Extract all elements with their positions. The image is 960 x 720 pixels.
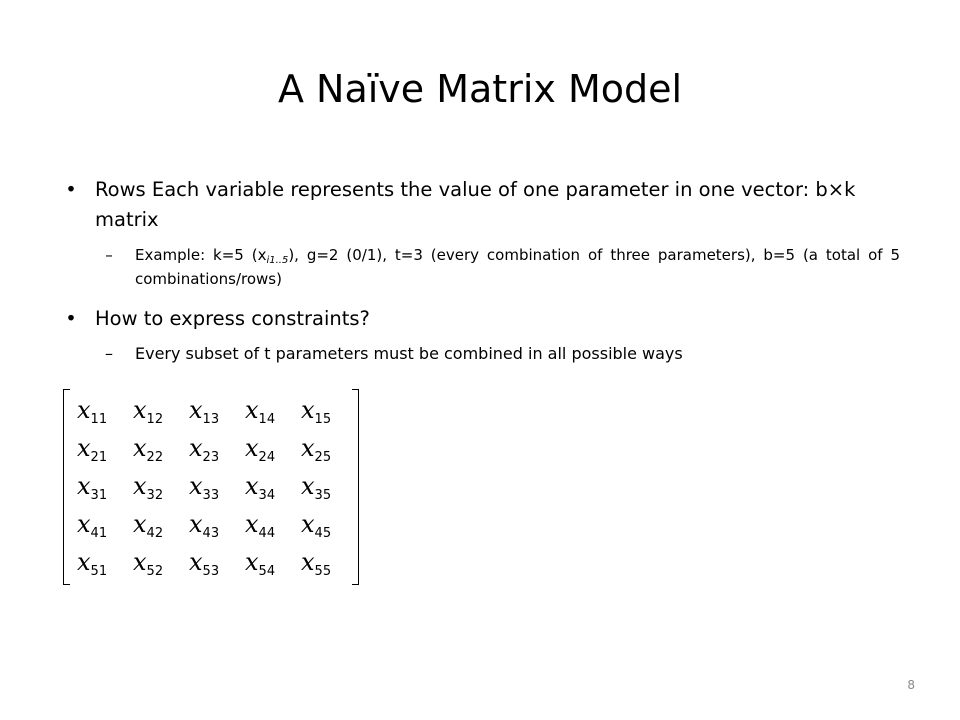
matrix-subscript: 14	[258, 412, 276, 427]
matrix-cell	[241, 467, 297, 505]
matrix-cell	[129, 429, 185, 467]
matrix-cell	[241, 429, 297, 467]
bullet-constraints	[65, 304, 885, 334]
matrix-subscript: 15	[314, 412, 332, 427]
sub-bullet-subset	[105, 342, 900, 366]
matrix-subscript: 53	[202, 564, 220, 579]
example-suffix: ), g=2 (0/1), t=3 (every combination of three parameters), b=5 (a total of 5 combinations/rows)	[135, 246, 900, 288]
dash-icon: –	[105, 344, 113, 363]
matrix-subscript: 52	[146, 564, 164, 579]
matrix-variable: x	[77, 472, 91, 500]
matrix-cell	[73, 505, 129, 543]
matrix-variable: x	[189, 472, 203, 500]
matrix-subscript: 31	[90, 488, 108, 503]
matrix-subscript: 12	[146, 412, 164, 427]
matrix-variable: x	[301, 510, 315, 538]
matrix-subscript: 23	[202, 450, 220, 465]
matrix-variable: x	[77, 548, 91, 576]
matrix-cells	[73, 391, 353, 581]
left-bracket	[63, 389, 70, 585]
variable-matrix	[63, 389, 359, 583]
matrix-variable: x	[189, 548, 203, 576]
matrix-cell	[129, 505, 185, 543]
matrix-subscript: 54	[258, 564, 276, 579]
bullet-dot-icon: •	[65, 307, 77, 330]
matrix-cell	[241, 543, 297, 581]
matrix-cell	[297, 391, 353, 429]
matrix-variable: x	[133, 548, 147, 576]
matrix-variable: x	[133, 396, 147, 424]
matrix-variable: x	[245, 510, 259, 538]
matrix-subscript: 32	[146, 488, 164, 503]
bullet-text: How to express constraints?	[95, 307, 370, 330]
matrix-subscript: 21	[90, 450, 108, 465]
matrix-variable: x	[77, 434, 91, 462]
matrix-variable: x	[301, 472, 315, 500]
matrix-subscript: 25	[314, 450, 332, 465]
sub-bullet-example	[105, 243, 900, 291]
matrix-cell	[129, 543, 185, 581]
matrix-cell	[241, 505, 297, 543]
matrix-cell	[297, 543, 353, 581]
matrix-subscript: 24	[258, 450, 276, 465]
matrix-subscript: 43	[202, 526, 220, 541]
matrix-variable: x	[245, 472, 259, 500]
matrix-subscript: 33	[202, 488, 220, 503]
matrix-cell	[73, 467, 129, 505]
matrix-subscript: 22	[146, 450, 164, 465]
matrix-subscript: 51	[90, 564, 108, 579]
matrix-variable: x	[301, 396, 315, 424]
matrix-variable: x	[301, 434, 315, 462]
matrix-variable: x	[133, 472, 147, 500]
matrix-subscript: 45	[314, 526, 332, 541]
matrix-cell	[297, 467, 353, 505]
example-prefix: Example: k=5 (x	[135, 246, 267, 264]
matrix-variable: x	[133, 434, 147, 462]
matrix-variable: x	[189, 510, 203, 538]
example-subscript: i1..5	[266, 255, 289, 266]
matrix-cell	[297, 429, 353, 467]
matrix-cell	[185, 391, 241, 429]
matrix-cell	[185, 505, 241, 543]
matrix-variable: x	[301, 548, 315, 576]
matrix-cell	[73, 391, 129, 429]
matrix-subscript: 55	[314, 564, 332, 579]
matrix-cell	[129, 391, 185, 429]
matrix-cell	[73, 429, 129, 467]
matrix-cell	[129, 467, 185, 505]
matrix-subscript: 13	[202, 412, 220, 427]
matrix-variable: x	[77, 396, 91, 424]
matrix-cell	[185, 467, 241, 505]
matrix-cell	[185, 429, 241, 467]
matrix-subscript: 35	[314, 488, 332, 503]
matrix-subscript: 44	[258, 526, 276, 541]
dash-icon: –	[105, 246, 113, 264]
bullet-dot-icon: •	[65, 178, 77, 201]
matrix-variable: x	[189, 396, 203, 424]
matrix-subscript: 11	[90, 412, 108, 427]
matrix-subscript: 42	[146, 526, 164, 541]
matrix-subscript: 41	[90, 526, 108, 541]
matrix-variable: x	[77, 510, 91, 538]
matrix-variable: x	[133, 510, 147, 538]
slide-title: A Naïve Matrix Model	[277, 67, 683, 111]
matrix-variable: x	[189, 434, 203, 462]
matrix-variable: x	[245, 396, 259, 424]
matrix-cell	[185, 543, 241, 581]
matrix-variable: x	[245, 548, 259, 576]
right-bracket	[352, 389, 359, 585]
bullet-text: Rows Each variable represents the value of one parameter in one vector: b×k matrix	[95, 178, 856, 231]
matrix-cell	[73, 543, 129, 581]
matrix-cell	[241, 391, 297, 429]
matrix-variable: x	[245, 434, 259, 462]
bullet-rows	[65, 175, 885, 235]
page-number: 8	[907, 678, 915, 692]
matrix-subscript: 34	[258, 488, 276, 503]
sub-bullet-text: Every subset of t parameters must be combined in all possible ways	[135, 344, 683, 363]
matrix-cell	[297, 505, 353, 543]
